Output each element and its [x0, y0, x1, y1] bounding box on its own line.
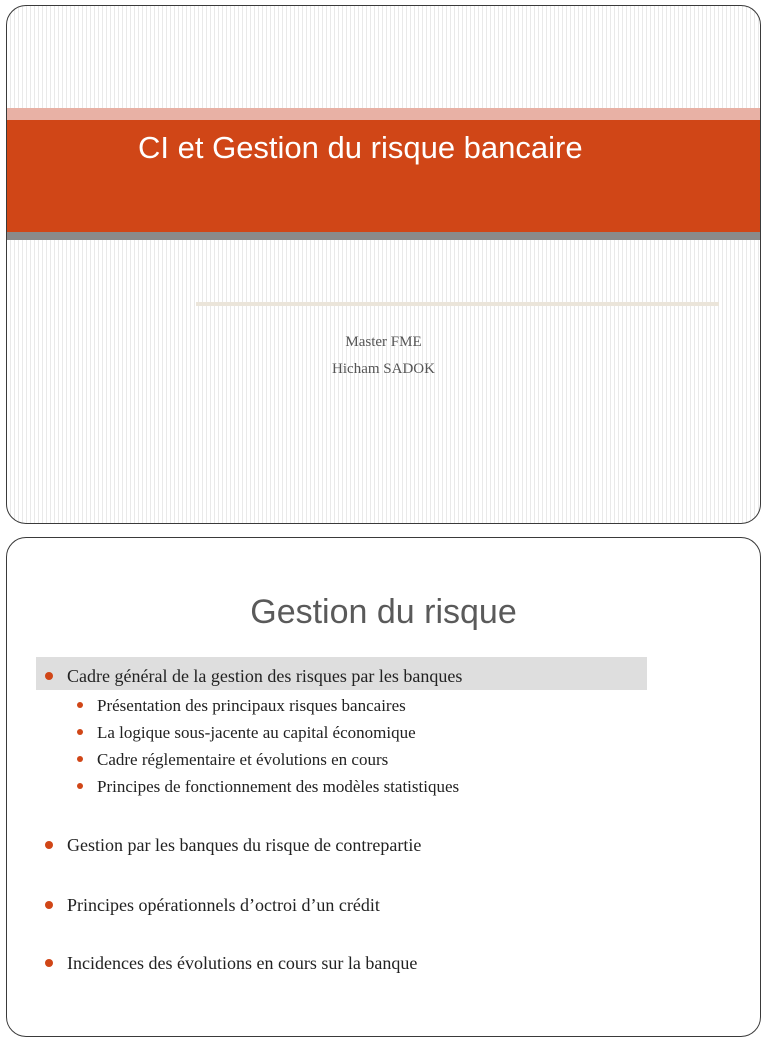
sub-list-item-label: Cadre réglementaire et évolutions en cours — [97, 750, 389, 769]
title-band-top-stripe — [7, 108, 760, 120]
title-band-bottom-stripe — [7, 232, 760, 240]
subtitle-author: Hicham SADOK — [332, 361, 435, 377]
subtitle-program: Master FME — [345, 334, 422, 350]
bullet-icon — [45, 901, 53, 909]
sub-list-item — [77, 723, 416, 743]
list-item — [45, 895, 380, 916]
bullet-icon — [77, 756, 83, 762]
list-item-label: Cadre général de la gestion des risques par les banques — [67, 666, 463, 686]
bullet-icon — [77, 783, 83, 789]
bullet-icon — [77, 729, 83, 735]
sub-list-item — [77, 750, 388, 770]
sub-list-item-label: La logique sous-jacente au capital économique — [97, 723, 416, 742]
outline-slide — [6, 537, 761, 1037]
list-item-label: Incidences des évolutions en cours sur la banque — [67, 953, 418, 973]
sub-list-item — [77, 696, 406, 716]
subtitle-divider — [196, 302, 719, 306]
list-item-label: Principes opérationnels d’octroi d’un crédit — [67, 895, 380, 915]
list-item — [45, 835, 421, 856]
sub-list-item-label: Principes de fonctionnement des modèles statistiques — [97, 777, 460, 796]
sub-list-item-label: Présentation des principaux risques bancaires — [97, 696, 406, 715]
list-item-label: Gestion par les banques du risque de contrepartie — [67, 835, 422, 855]
bullet-icon — [45, 959, 53, 967]
slide-title: CI et Gestion du risque bancaire — [138, 130, 583, 165]
title-slide — [6, 5, 761, 524]
list-item — [45, 666, 462, 687]
sub-list-item — [77, 777, 459, 797]
list-item — [45, 953, 417, 974]
bullet-icon — [77, 702, 83, 708]
bullet-icon — [45, 672, 53, 680]
bullet-icon — [45, 841, 53, 849]
slide-title: Gestion du risque — [250, 593, 517, 631]
